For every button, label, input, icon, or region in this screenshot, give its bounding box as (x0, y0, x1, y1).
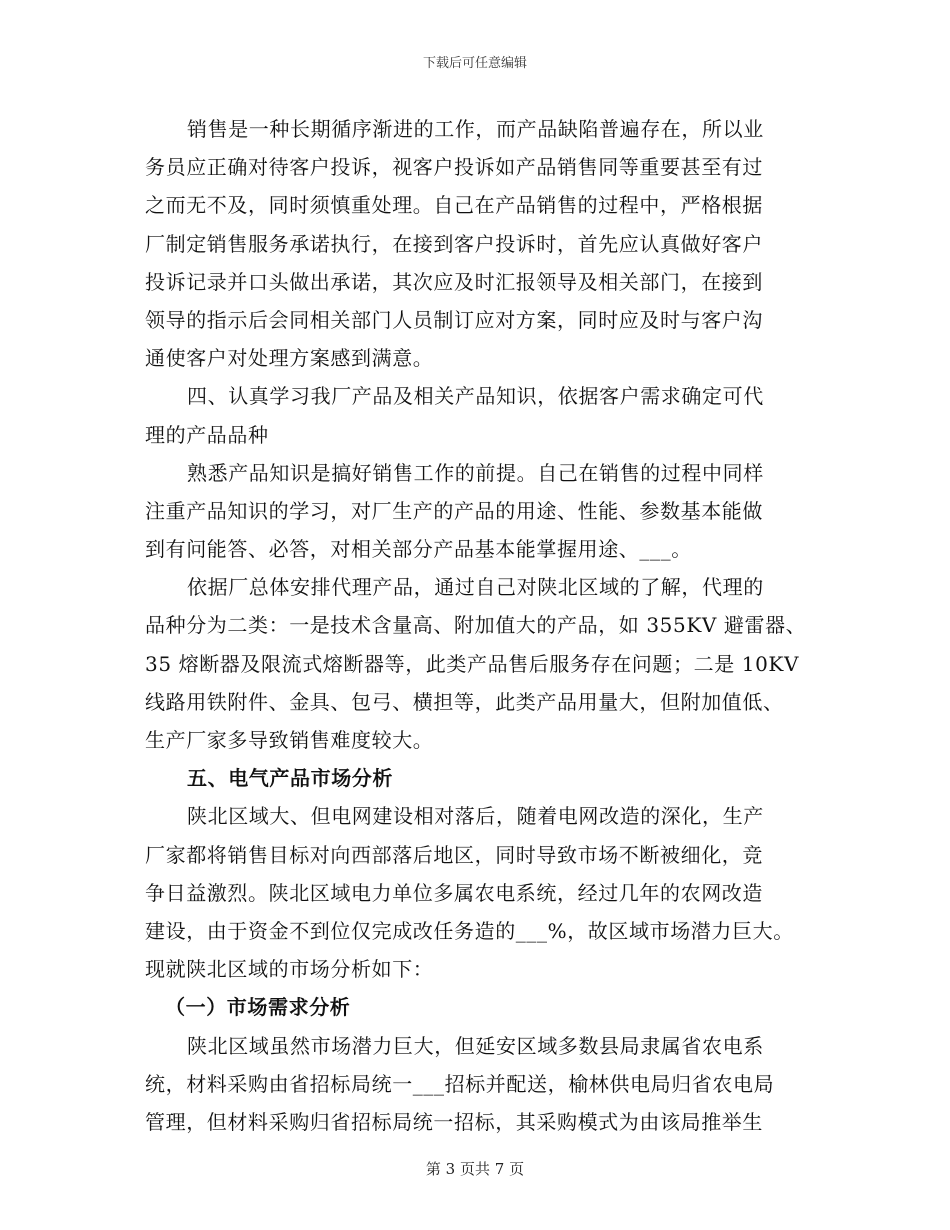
paragraph-line: 务员应正确对待客户投诉，视客户投诉如产品销售同等重要甚至有过 (145, 155, 763, 180)
paragraph-line: 生产厂家多导致销售难度较大。 (145, 728, 434, 752)
paragraph-line: 通使客户对处理方案感到满意。 (145, 346, 434, 371)
paragraph-line: 品种分为二类：一是技术含量高、附加值大的产品，如 355KV 避雷器、 (145, 613, 807, 638)
paragraph-line: 之而无不及，同时须慎重处理。自己在产品销售的过程中，严格根据 (145, 193, 763, 218)
paragraph-line: 陕北区域虽然市场潜力巨大，但延安区域多数县局隶属省农电系 (187, 1033, 764, 1058)
page-footer: 第 3 页共 7 页 (425, 1160, 525, 1178)
paragraph-line: 统，材料采购由省招标局统一___招标并配送，榆林供电局归省农电局 (145, 1071, 775, 1096)
paragraph-line: 注重产品知识的学习，对厂生产的产品的用途、性能、参数基本能做 (145, 498, 763, 523)
paragraph-line: 35 熔断器及限流式熔断器等，此类产品售后服务存在问题；二是 10KV (145, 651, 799, 676)
paragraph-line: 陕北区域大、但电网建设相对落后，随着电网改造的深化，生产 (187, 804, 764, 829)
paragraph-line: 销售是一种长期循序渐进的工作，而产品缺陷普遍存在，所以业 (187, 117, 764, 141)
paragraph-line: 厂家都将销售目标对向西部落后地区，同时导致市场不断被细化，竞 (145, 842, 763, 867)
paragraph-line: 依据厂总体安排代理产品，通过自己对陕北区域的了解，代理的 (187, 575, 764, 600)
paragraph-line: 投诉记录并口头做出承诺，其次应及时汇报领导及相关部门，在接到 (145, 269, 763, 294)
paragraph-line: 厂制定销售服务承诺执行，在接到客户投诉时，首先应认真做好客户 (145, 231, 763, 256)
paragraph-line: 熟悉产品知识是搞好销售工作的前提。自己在销售的过程中同样 (187, 460, 764, 485)
page-header: 下载后可任意编辑 (422, 56, 527, 71)
subsection-heading: （一）市场需求分析 (165, 995, 351, 1020)
paragraph-line: 领导的指示后会同相关部门人员制订应对方案，同时应及时与客户沟 (145, 307, 763, 332)
paragraph-line: 到有问能答、必答，对相关部分产品基本能掌握用途、___。 (145, 537, 692, 562)
section-five-heading: 五、电气产品市场分析 (187, 766, 393, 791)
paragraph-line: 现就陕北区域的市场分析如下： (145, 957, 434, 982)
section-four-title-line: 理的产品品种 (145, 422, 269, 447)
section-four-title-line: 四、认真学习我厂产品及相关产品知识，依据客户需求确定可代 (187, 384, 764, 409)
paragraph-line: 争日益激烈。陕北区域电力单位多属农电系统，经过几年的农网改造 (145, 880, 763, 905)
paragraph-line: 线路用铁附件、金具、包弓、横担等，此类产品用量大，但附加值低、 (145, 689, 784, 714)
paragraph-line: 管理，但材料采购归省招标局统一招标，其采购模式为由该局推举生 (145, 1109, 763, 1134)
document-body (145, 110, 805, 1141)
paragraph-line: 建设，由于资金不到位仅完成改任务造的___%，故区域市场潜力巨大。 (145, 918, 794, 943)
